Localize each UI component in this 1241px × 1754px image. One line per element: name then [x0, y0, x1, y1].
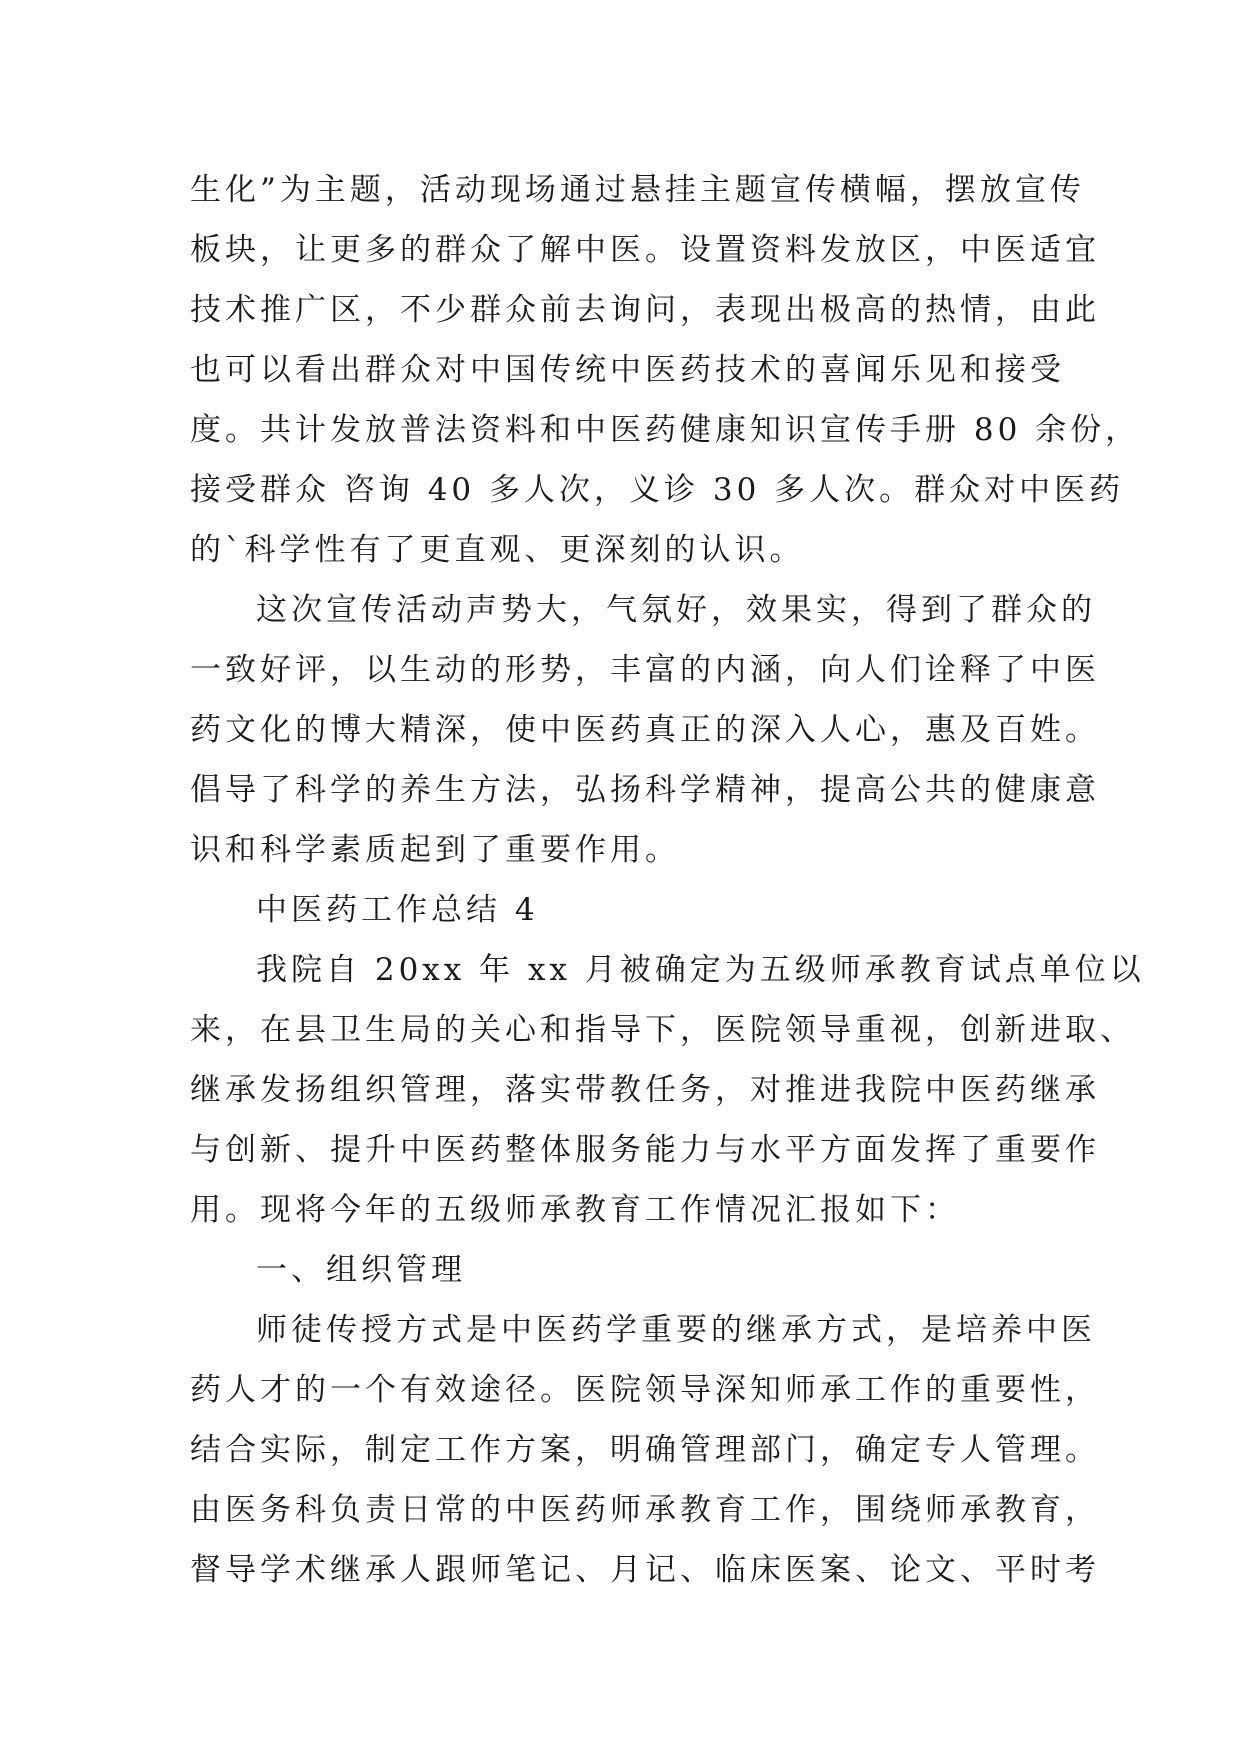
text-line: 一致好评，以生动的形势，丰富的内涵，向人们诠释了中医	[190, 652, 1100, 688]
text-line: 用。现将今年的五级师承教育工作情况汇报如下：	[190, 1192, 960, 1228]
section-title-text: 中医药工作总结 4	[256, 892, 539, 928]
text-line: 也可以看出群众对中国传统中医药技术的喜闻乐见和接受	[190, 352, 1065, 388]
text-line: 继承发扬组织管理，落实带教任务，对推进我院中医药继承	[190, 1072, 1100, 1108]
text-line: 我院自 20xx 年 xx 月被确定为五级师承教育试点单位以	[256, 952, 1145, 988]
subsection-title-text: 一、组织管理	[256, 1252, 466, 1288]
paragraph-promotion-activity	[190, 160, 1141, 580]
text-line: 识和科学素质起到了重要作用。	[190, 832, 680, 868]
text-line: 师徒传授方式是中医药学重要的继承方式，是培养中医	[256, 1312, 1096, 1348]
text-line: 结合实际，制定工作方案，明确管理部门，确定专人管理。	[190, 1432, 1100, 1468]
text-line: 药人才的一个有效途径。医院领导深知师承工作的重要性，	[190, 1372, 1100, 1408]
text-line: 与创新、提升中医药整体服务能力与水平方面发挥了重要作	[190, 1132, 1100, 1168]
paragraph-introduction	[190, 940, 1145, 1240]
paragraph-activity-effect	[190, 580, 1100, 880]
text-line: 生化”为主题，活动现场通过悬挂主题宣传横幅，摆放宣传	[190, 172, 1085, 208]
text-line: 板块，让更多的群众了解中医。设置资料发放区，中医适宜	[190, 232, 1100, 268]
text-line: 技术推广区，不少群众前去询问，表现出极高的热情，由此	[190, 292, 1100, 328]
paragraph-organization-management	[190, 1300, 1100, 1600]
text-line: 督导学术继承人跟师笔记、月记、临床医案、论文、平时考	[190, 1552, 1100, 1588]
subsection-title	[190, 1240, 1070, 1300]
text-line: 的`科学性有了更直观、更深刻的认识。	[190, 532, 805, 568]
text-line: 药文化的博大精深，使中医药真正的深入人心，惠及百姓。	[190, 712, 1100, 748]
text-line: 这次宣传活动声势大，气氛好，效果实，得到了群众的	[256, 592, 1096, 628]
text-line: 来，在县卫生局的关心和指导下，医院领导重视，创新进取、	[190, 1012, 1135, 1048]
document-body	[190, 160, 1145, 1600]
text-line: 接受群众 咨询 40 多人次，义诊 30 多人次。群众对中医药	[190, 472, 1125, 508]
text-line: 倡导了科学的养生方法，弘扬科学精神，提高公共的健康意	[190, 772, 1100, 808]
section-title	[190, 880, 1070, 940]
text-line: 度。共计发放普法资料和中医药健康知识宣传手册 80 余份，	[190, 412, 1141, 448]
text-line: 由医务科负责日常的中医药师承教育工作，围绕师承教育，	[190, 1492, 1100, 1528]
